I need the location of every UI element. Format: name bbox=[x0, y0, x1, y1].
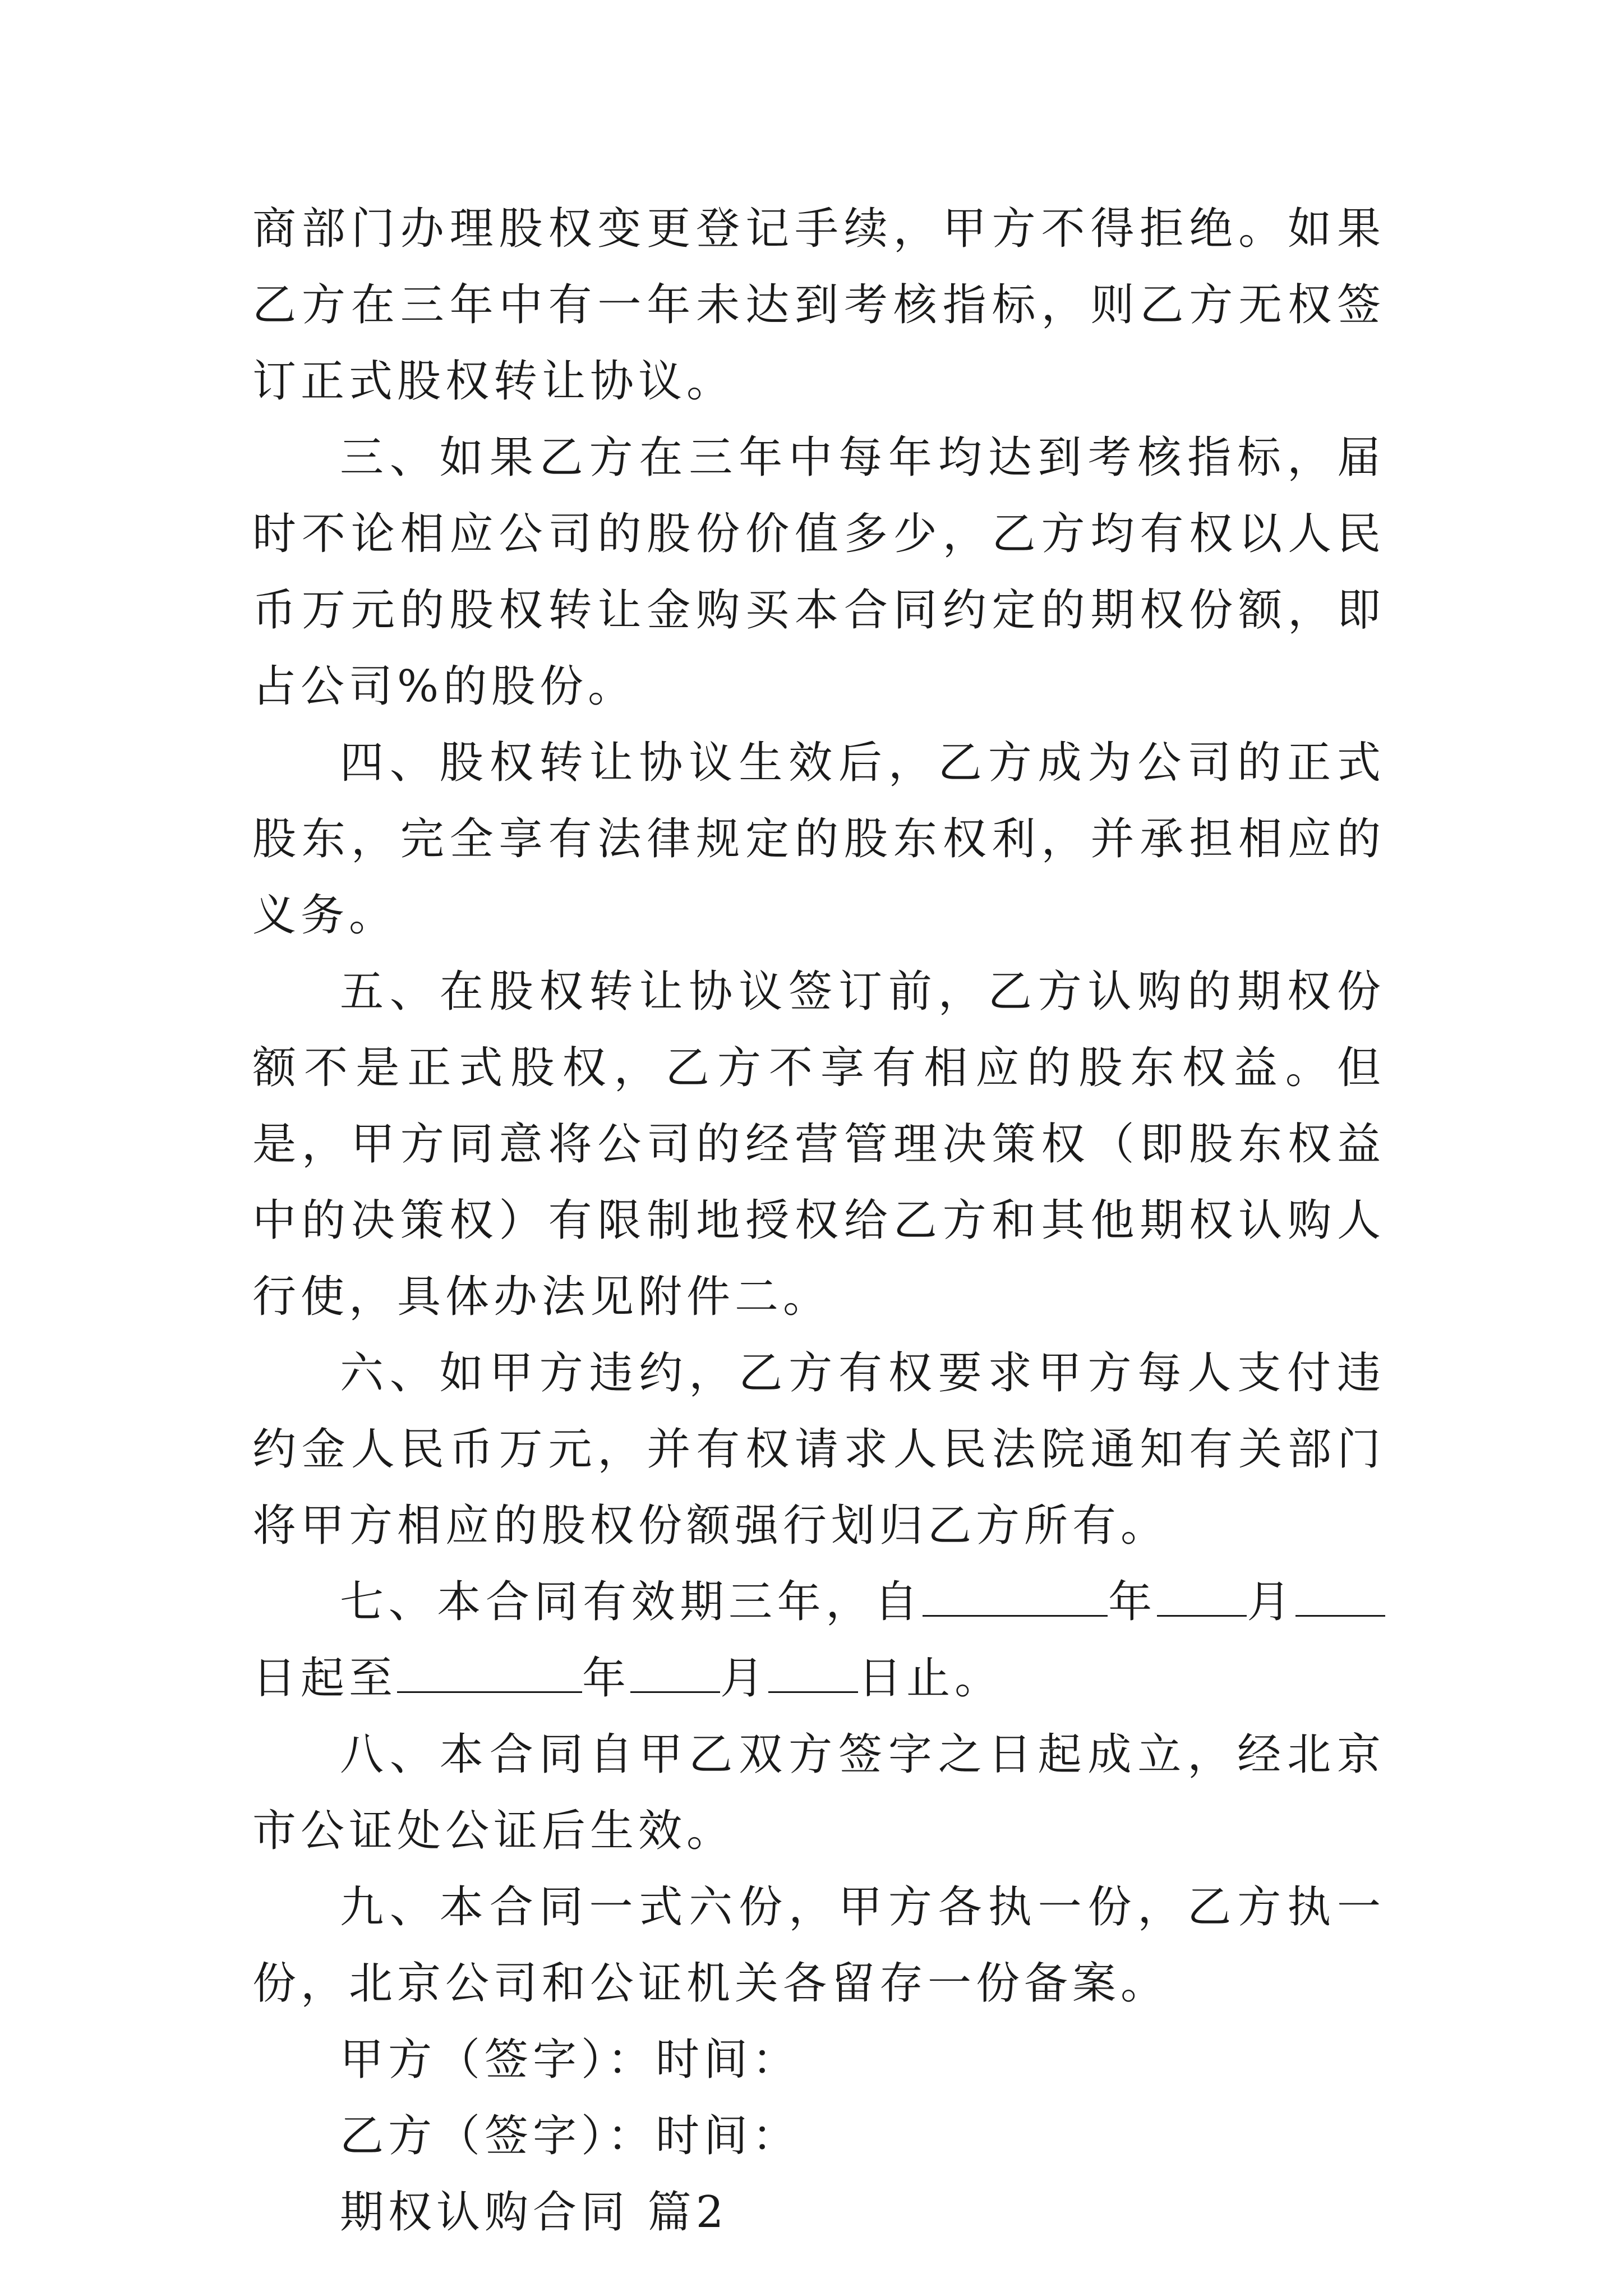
clause-3: 三、如果乙方在三年中每年均达到考核指标，届时不论相应公司的股份价值多少，乙方均有权以人民币万元的股权转让金购买本合同约定的期权份额，即占公司%的股份。 bbox=[252, 432, 1385, 712]
paragraph-continued: 商部门办理股权变更登记手续，甲方不得拒绝。如果乙方在三年中有一年未达到考核指标，则乙方无权签订正式股权转让协议。 bbox=[252, 204, 1385, 407]
clause-7-lead: 七、本合同有效期三年，自 bbox=[340, 1577, 923, 1627]
clause-7 bbox=[252, 1564, 1385, 1717]
clause-5: 五、在股权转让协议签订前，乙方认购的期权份额不是正式股权，乙方不享有相应的股东权益。但是，甲方同意将公司的经营管理决策权（即股东权益中的决策权）有限制地授权给乙方和其他期权认购人行使，具体办法见附件二。 bbox=[252, 967, 1385, 1322]
to-label: 至 bbox=[349, 1653, 398, 1704]
signature-party-b: 乙方（签字）：时间： bbox=[340, 2111, 801, 2161]
start-day-blank bbox=[1295, 1576, 1385, 1617]
end-year-blank bbox=[397, 1652, 582, 1693]
end-year-label: 年 bbox=[582, 1653, 631, 1704]
document-body bbox=[252, 191, 1385, 2251]
clause-8: 八、本合同自甲乙双方签字之日起成立，经北京市公证处公证后生效。 bbox=[252, 1729, 1385, 1856]
end-day-blank bbox=[768, 1652, 858, 1693]
signature-party-a: 甲方（签字）：时间： bbox=[340, 2035, 801, 2085]
start-year-label: 年 bbox=[1108, 1577, 1157, 1627]
next-section-title: 期权认购合同 篇2 bbox=[340, 2187, 728, 2238]
end-month-label: 月 bbox=[720, 1653, 769, 1704]
clause-6: 六、如甲方违约，乙方有权要求甲方每人支付违约金人民币万元，并有权请求人民法院通知有关部门将甲方相应的股权份额强行划归乙方所有。 bbox=[252, 1348, 1385, 1551]
start-month-blank bbox=[1157, 1576, 1247, 1617]
end-day-label: 日止。 bbox=[858, 1653, 1003, 1704]
start-month-label: 月 bbox=[1246, 1577, 1295, 1627]
start-day-label: 日起 bbox=[252, 1653, 349, 1704]
start-year-blank bbox=[923, 1576, 1108, 1617]
clause-4: 四、股权转让协议生效后，乙方成为公司的正式股东，完全享有法律规定的股东权利，并承担相应的义务。 bbox=[252, 738, 1385, 941]
clause-9: 九、本合同一式六份，甲方各执一份，乙方执一份，北京公司和公证机关各留存一份备案。 bbox=[252, 1882, 1385, 2009]
end-month-blank bbox=[630, 1652, 720, 1693]
